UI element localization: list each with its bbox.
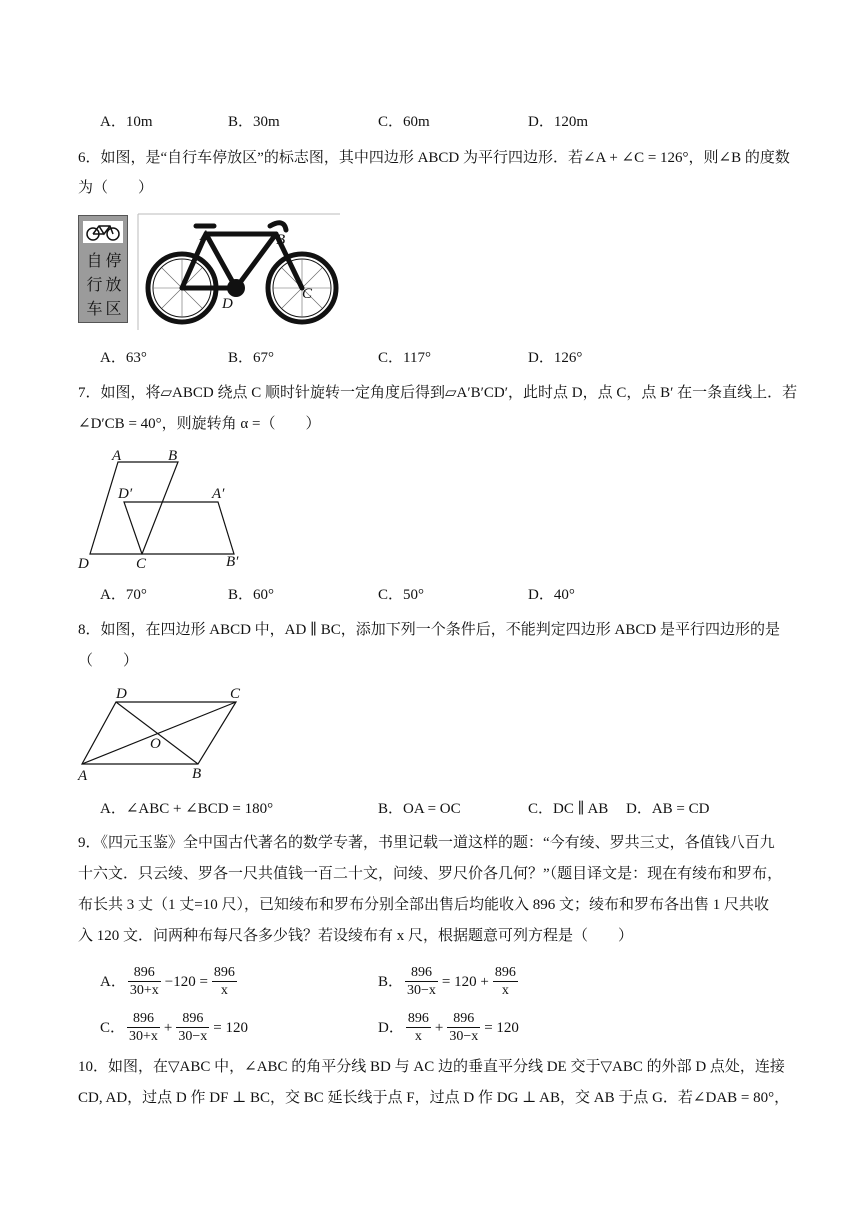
fraction: $\frac{896}{x}$ — [213, 965, 235, 998]
q10-stem-line1: 10．如图，在▽ABC 中，∠ABC 的角平分线 BD 与 AC 边的垂直平分线 DE 交于▽ABC 的外部 D 点处，连接 — [78, 1059, 785, 1075]
sign-char: 车 — [86, 299, 103, 318]
q7-option-d: D．40° — [528, 587, 575, 603]
q8-label-a: A — [78, 768, 88, 782]
sign-char: 行 — [86, 275, 103, 294]
q9-option-b — [378, 964, 518, 999]
q8-label-c: C — [230, 686, 241, 702]
q8-option-b: B．OA = OC — [378, 801, 461, 817]
q8-stem-line2: （ ） — [78, 653, 139, 669]
q8-label-d: D — [116, 686, 127, 702]
q6-option-c: C．117° — [378, 350, 431, 366]
operator: −120 = — [164, 973, 208, 990]
q9-stem-line3: 布长共 3 丈（1 丈=10 尺），已知绫布和罗布分别全部出售后均能收入 896 文；绫布和罗布各出售 1 尺共收 — [78, 897, 769, 913]
fraction: $\frac{896}{30-x}$ — [449, 1011, 479, 1044]
q9-option-c — [100, 1010, 250, 1045]
q5-option-c: C．60m — [378, 114, 430, 130]
q7-stem-line2: ∠D′CB = 40°，则旋转角 α =（ ） — [78, 416, 321, 432]
fraction: $\frac{896}{30-x}$ — [178, 1011, 208, 1044]
q7-option-c: C．50° — [378, 587, 425, 603]
q8-label-b: B — [192, 766, 202, 782]
q6-bicycle-figure — [136, 212, 342, 332]
operator: = 120 + — [441, 973, 489, 990]
q7-label-a: A — [112, 448, 122, 464]
q7-label-b: B — [168, 448, 178, 464]
q8-option-a: A．∠ABC + ∠BCD = 180° — [100, 801, 274, 817]
q6-parking-sign — [78, 215, 128, 323]
sign-char: 停 — [105, 251, 122, 270]
q8-parallelogram-figure — [74, 682, 254, 782]
fraction: $\frac{896}{30+x}$ — [129, 1011, 158, 1044]
sign-char: 放 — [105, 275, 122, 294]
fraction: $\frac{896}{x}$ — [407, 1011, 429, 1044]
option-letter: C． — [100, 1019, 126, 1036]
q6-option-a: A．63° — [100, 350, 147, 366]
q9-option-a — [100, 964, 237, 999]
q9-stem-line2: 十六文．只云绫、罗各一尺共值钱一百二十文，问绫、罗尺价各几何？”（题目译文是：现在有绫布和罗布， — [78, 866, 783, 882]
operator: = 120 — [213, 1019, 249, 1036]
q9-option-d — [378, 1010, 521, 1045]
option-letter: D． — [378, 1019, 404, 1036]
q7-label-d: D — [78, 556, 89, 572]
q8-option-c: C．DC ∥ AB — [528, 801, 609, 817]
q7-option-b: B．60° — [228, 587, 275, 603]
bicycle-icon — [83, 221, 123, 243]
sign-char: 区 — [105, 299, 122, 318]
sign-char: 自 — [86, 251, 103, 270]
option-letter: A． — [100, 973, 126, 990]
q7-rotation-figure — [74, 446, 254, 572]
fraction: $\frac{896}{30-x}$ — [407, 965, 436, 998]
q6-label-c: C — [302, 286, 313, 302]
q7-label-d-prime: D′ — [118, 486, 133, 502]
q7-label-c: C — [136, 556, 147, 572]
q5-option-a: A．10m — [100, 114, 153, 130]
fraction: $\frac{896}{30+x}$ — [129, 965, 159, 998]
q5-option-b: B．30m — [228, 114, 280, 130]
option-letter: B． — [378, 973, 404, 990]
q6-option-b: B．67° — [228, 350, 275, 366]
fraction: $\frac{896}{x}$ — [494, 965, 516, 998]
operator: + — [434, 1019, 444, 1036]
q7-stem-line1: 7．如图，将▱ABCD 绕点 C 顺时针旋转一定角度后得到▱A′B′CD′，此时点 D，点 C，点 B′ 在一条直线上．若 — [78, 385, 798, 401]
q5-option-d: D．120m — [528, 114, 589, 130]
q6-stem-line2: 为（ ） — [78, 180, 154, 196]
q10-stem-line2: CD, AD，过点 D 作 DF ⊥ BC，交 BC 延长线于点 F，过点 D 作 DG ⊥ AB，交 AB 于点 G．若∠DAB = 80°， — [78, 1090, 790, 1106]
q9-stem-line1: 9．《四元玉鉴》全中国古代著名的数学专著，书里记载一道这样的题：“今有绫、罗共三丈，各值钱八百九 — [78, 835, 775, 851]
q8-label-o: O — [150, 736, 161, 752]
q8-stem-line1: 8．如图，在四边形 ABCD 中，AD ∥ BC，添加下列一个条件后，不能判定四边形 ABCD 是平行四边形的是 — [78, 622, 780, 638]
q6-stem-line1: 6．如图，是“自行车停放区”的标志图，其中四边形 ABCD 为平行四边形．若∠A + ∠C = 126°，则∠B 的度数 — [78, 150, 790, 166]
q7-label-a-prime: A′ — [212, 486, 225, 502]
operator: + — [163, 1019, 173, 1036]
q7-option-a: A．70° — [100, 587, 147, 603]
q6-label-a: A — [200, 228, 210, 244]
q6-label-d: D — [222, 296, 233, 312]
q8-option-d: D．AB = CD — [626, 801, 710, 817]
operator: = 120 — [484, 1019, 519, 1036]
q6-label-b: B — [276, 232, 286, 248]
q7-label-b-prime: B′ — [226, 554, 239, 570]
q9-stem-line4: 入 120 文．问两种布每尺各多少钱？若设绫布有 x 尺，根据题意可列方程是（ ） — [78, 928, 634, 944]
q6-option-d: D．126° — [528, 350, 583, 366]
